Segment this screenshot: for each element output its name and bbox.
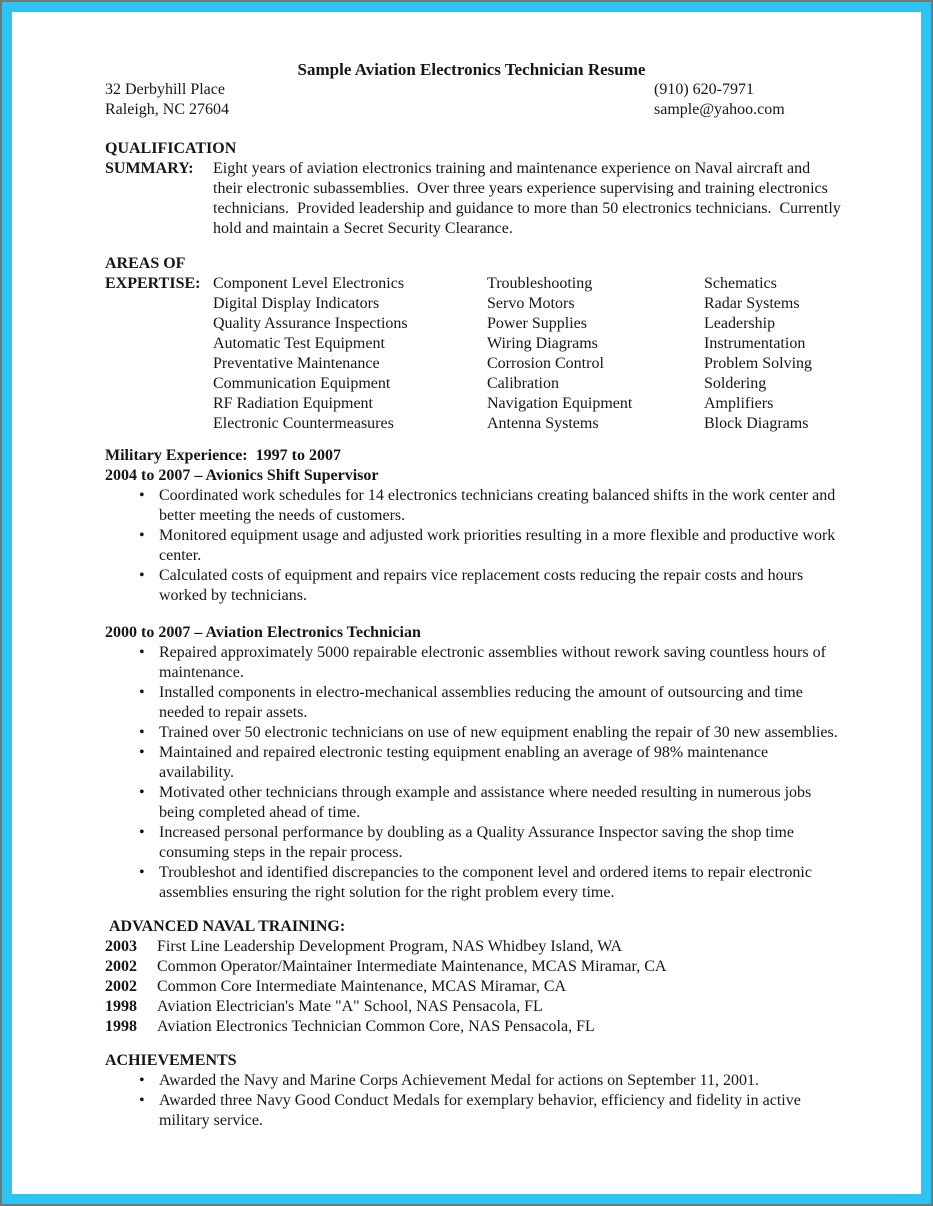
bullet-icon [139,526,159,566]
training-course: Aviation Electrician's Mate "A" School, NAS Pensacola, FL [157,998,543,1015]
areas-of-expertise-section [105,254,838,434]
bullet-text: Coordinated work schedules for 14 electronics technicians creating balanced shifts in the work center and better meeting the needs of customers. [159,487,840,524]
bullet-icon [139,743,159,783]
advanced-naval-training-heading: ADVANCED NAVAL TRAINING: [109,918,346,935]
military-experience-section [105,446,838,903]
expertise-item: Wiring Diagrams [487,335,598,352]
areas-of-expertise-label [105,254,213,434]
expertise-item: Servo Motors [487,295,575,312]
training-row [105,997,838,1017]
resume-page [12,12,921,1194]
bullet-icon [139,863,159,903]
email-address: sample@yahoo.com [654,100,785,118]
areas-of-expertise-body [213,254,838,434]
bullet-item [105,643,838,683]
expertise-item: Antenna Systems [487,415,599,432]
training-year: 2002 [105,978,137,995]
expertise-item: Soldering [704,375,767,392]
address-line-2: Raleigh, NC 27604 [105,100,229,118]
bullet-item [105,783,838,823]
training-course: Aviation Electronics Technician Common Core, NAS Pensacola, FL [157,1018,595,1035]
military-experience-heading: Military Experience: 1997 to 2007 [105,447,341,464]
expertise-item: Quality Assurance Inspections [213,315,408,332]
expertise-label-line1: AREAS OF [105,255,186,272]
job-bullet-list [105,486,838,606]
training-year: 2002 [105,958,137,975]
expertise-item: Electronic Countermeasures [213,415,394,432]
bullet-text: Awarded the Navy and Marine Corps Achievement Medal for actions on September 11, 2001. [159,1072,759,1089]
training-list [105,937,838,1037]
expertise-label-line2: EXPERTISE: [105,275,201,292]
training-course: First Line Leadership Development Program, NAS Whidbey Island, WA [157,938,623,955]
training-year: 1998 [105,998,137,1015]
expertise-item: Power Supplies [487,315,587,332]
contact-phone-email [654,80,838,119]
address-line-1: 32 Derbyhill Place [105,81,225,98]
expertise-item: Navigation Equipment [487,395,633,412]
expertise-item: Schematics [704,275,777,292]
contact-block [105,80,838,119]
qualification-summary-label [105,139,237,239]
training-row [105,957,838,977]
training-course: Common Operator/Maintainer Intermediate Maintenance, MCAS Miramar, CA [157,958,667,975]
bullet-item [105,823,838,863]
bullet-item [105,526,838,566]
expertise-item: Radar Systems [704,295,800,312]
expertise-column-2 [487,274,704,434]
resume-content [105,60,845,1131]
expertise-item: Amplifiers [704,395,774,412]
expertise-column-1 [213,274,487,434]
expertise-column-3 [704,274,838,434]
bullet-icon [139,566,159,606]
expertise-item: RF Radiation Equipment [213,395,373,412]
achievements-bullet-list [105,1071,838,1131]
bullet-icon [139,823,159,863]
bullet-item [105,863,838,903]
expertise-item: Problem Solving [704,355,813,372]
bullet-icon [139,643,159,683]
bullet-icon [139,683,159,723]
training-row [105,937,838,957]
bullet-text: Installed components in electro-mechanical assemblies reducing the amount of outsourcing and time needed to repair assets. [159,684,807,721]
bullet-icon [139,783,159,823]
training-row [105,977,838,997]
bullet-icon [139,486,159,526]
achievements-section [105,1051,838,1131]
expertise-item: Preventative Maintenance [213,355,380,372]
achievements-heading: ACHIEVEMENTS [105,1052,237,1069]
expertise-item: Block Diagrams [704,415,809,432]
expertise-item: Component Level Electronics [213,275,405,292]
job-block-avionics-shift-supervisor [105,466,838,606]
training-year: 2003 [105,938,137,955]
phone-number: (910) 620-7971 [654,81,754,98]
expertise-item: Automatic Test Equipment [213,335,385,352]
bullet-item [105,1071,838,1091]
bullet-text: Calculated costs of equipment and repairs vice replacement costs reducing the repair costs and hours worked by technicians. [159,567,808,604]
job-block-aviation-electronics-technician [105,623,838,903]
bullet-text: Troubleshot and identified discrepancies to the component level and ordered items to repair electronic assemblies ensuring the right solution for the right problem every time. [159,864,816,901]
expertise-columns [213,274,838,434]
bullet-text: Monitored equipment usage and adjusted work priorities resulting in a more flexible and productive work center. [159,527,840,564]
expertise-item: Troubleshooting [487,275,593,292]
qualification-summary-body [213,139,845,239]
bullet-icon [139,1071,159,1091]
bullet-item [105,743,838,783]
expertise-item: Instrumentation [704,335,806,352]
contact-address [105,80,229,119]
bullet-item [105,486,838,526]
expertise-item: Communication Equipment [213,375,391,392]
expertise-item: Corrosion Control [487,355,604,372]
qualification-label-line2: SUMMARY: [105,160,194,177]
bullet-item [105,1091,838,1131]
bullet-item [105,683,838,723]
job-title: 2004 to 2007 – Avionics Shift Supervisor [105,467,379,484]
training-course: Common Core Intermediate Maintenance, MCAS Miramar, CA [157,978,567,995]
qualification-summary-text: Eight years of aviation electronics training and maintenance experience on Naval aircraft and their electronic subassemblies. Over three years experience supervising and training electronics technicians. Provided leadership and guidance to more than 50 electronics technicians. Currently hold and maintain a Secret Security Clearance. [213,160,845,237]
advanced-naval-training-section [105,917,838,1037]
job-bullet-list [105,643,838,903]
page-title: Sample Aviation Electronics Technician Resume [297,60,646,79]
bullet-text: Trained over 50 electronic technicians on use of new equipment enabling the repair of 30 new assemblies. [159,724,838,741]
bullet-text: Maintained and repaired electronic testing equipment enabling an average of 98% maintenance availability. [159,744,773,781]
training-row [105,1017,838,1037]
bullet-item [105,566,838,606]
expertise-item: Calibration [487,375,559,392]
bullet-text: Awarded three Navy Good Conduct Medals for exemplary behavior, efficiency and fidelity in active military service. [159,1092,805,1129]
bullet-text: Motivated other technicians through example and assistance where needed resulting in numerous jobs being completed ahead of time. [159,784,816,821]
expertise-item: Digital Display Indicators [213,295,380,312]
qualification-label-line1: QUALIFICATION [105,140,237,157]
job-title: 2000 to 2007 – Aviation Electronics Technician [105,624,421,641]
expertise-item: Leadership [704,315,776,332]
bullet-text: Increased personal performance by doubling as a Quality Assurance Inspector saving the shop time consuming steps in the repair process. [159,824,798,861]
bullet-text: Repaired approximately 5000 repairable electronic assemblies without rework saving countless hours of maintenance. [159,644,830,681]
bullet-item [105,723,838,743]
training-year: 1998 [105,1018,137,1035]
bullet-icon [139,723,159,743]
qualification-summary-section [105,139,845,239]
bullet-icon [139,1091,159,1131]
